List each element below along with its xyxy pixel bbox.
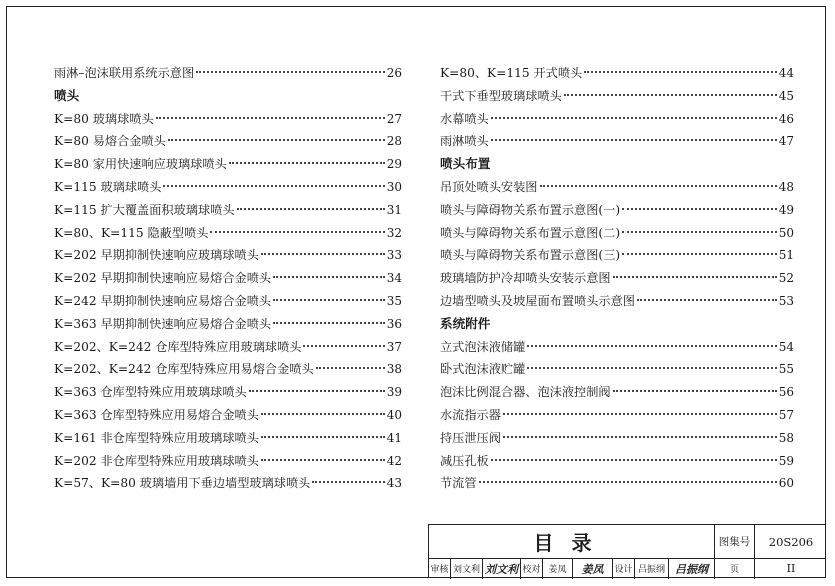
toc-entry-title: 立式泡沫液储罐: [440, 339, 526, 354]
toc-leader-dots: [622, 231, 777, 233]
toc-leader-dots: [229, 162, 385, 164]
toc-entry-title: K=115 玻璃球喷头: [54, 179, 162, 194]
toc-entry-page: 47: [778, 134, 794, 149]
toc-entry-title: K=242 早期抑制快速响应易熔合金喷头: [54, 293, 272, 308]
toc-leader-dots: [584, 71, 777, 73]
toc-leader-dots: [564, 94, 777, 96]
design-signature: 吕振纲: [669, 558, 715, 579]
toc-leader-dots: [273, 276, 385, 278]
design-name: 吕振纲: [635, 558, 669, 579]
toc-entry-page: 37: [386, 339, 402, 354]
page-label: 页: [715, 558, 755, 579]
toc-entry-title: 持压泄压阀: [440, 430, 501, 445]
toc-entry-page: 32: [386, 225, 402, 240]
toc-leader-dots: [540, 185, 777, 187]
toc-entry-page: 49: [778, 202, 794, 217]
design-label: 设计: [613, 558, 635, 579]
title-block: [428, 524, 826, 578]
title-block-top-row: [429, 525, 826, 559]
toc-section-heading: [54, 85, 402, 108]
toc-entry: [440, 404, 794, 427]
check-label: 校对: [521, 558, 543, 579]
toc-leader-dots: [261, 459, 385, 461]
toc-leader-dots: [196, 71, 385, 73]
toc-leader-dots: [622, 208, 777, 210]
toc-entry-page: 53: [778, 293, 794, 308]
toc-entry-title: 水流指示器: [440, 407, 501, 422]
toc-entry-page: 43: [386, 476, 402, 491]
toc-entry-title: 喷头与障碍物关系布置示意图(三): [440, 248, 621, 263]
review-signature: 刘文利: [483, 558, 521, 579]
toc-entry: [54, 358, 402, 381]
toc-entry-title: K=202、K=242 仓库型特殊应用易熔合金喷头: [54, 362, 314, 377]
toc-entry-page: 56: [778, 385, 794, 400]
toc-entry-page: 57: [778, 407, 794, 422]
toc-leader-dots: [312, 481, 384, 483]
atlas-number: 20S206: [768, 534, 814, 549]
toc-entry: [440, 472, 794, 495]
toc-entry: [54, 336, 402, 359]
toc-entry: [54, 176, 402, 199]
toc-leader-dots: [479, 481, 777, 483]
toc-entry: [54, 62, 402, 85]
toc-entry: [440, 130, 794, 153]
toc-heading-text: 系统附件: [440, 315, 491, 331]
toc-leader-dots: [613, 276, 777, 278]
toc-leader-dots: [503, 413, 777, 415]
toc-leader-dots: [163, 185, 384, 187]
toc-entry-title: K=80 家用快速响应玻璃球喷头: [54, 157, 227, 172]
toc-entry-page: 34: [386, 271, 402, 286]
toc-entry-title: 喷头与障碍物关系布置示意图(一): [440, 202, 621, 217]
toc-entry-title: 玻璃墙防护冷却喷头安装示意图: [440, 271, 611, 286]
toc-entry-page: 48: [778, 179, 794, 194]
toc-entry-page: 28: [386, 134, 402, 149]
toc-entry: [54, 130, 402, 153]
toc-leader-dots: [261, 253, 385, 255]
toc-entry: [440, 267, 794, 290]
toc-heading-text: 喷头布置: [440, 156, 491, 172]
toc-entry: [440, 336, 794, 359]
toc-leader-dots: [491, 117, 777, 119]
toc-entry-title: K=202 非仓库型特殊应用玻璃球喷头: [54, 453, 259, 468]
toc-entry-title: K=80、K=115 开式喷头: [440, 66, 583, 80]
toc-entry-page: 27: [386, 111, 402, 126]
toc-entry: [440, 290, 794, 313]
toc-entry-page: 40: [386, 407, 402, 422]
toc-leader-dots: [613, 390, 777, 392]
toc-section-heading: [440, 153, 794, 176]
toc-entry-title: 水幕喷头: [440, 111, 489, 126]
toc-leader-dots: [237, 208, 385, 210]
toc-entry: [54, 153, 402, 176]
toc-entry-title: K=202、K=242 仓库型特殊应用玻璃球喷头: [54, 339, 302, 354]
toc-entry-title: K=80 易熔合金喷头: [54, 134, 166, 149]
toc-entry-page: 31: [386, 202, 402, 217]
toc-entry: [54, 244, 402, 267]
toc-leader-dots: [637, 299, 777, 301]
toc-entry-title: 卧式泡沫液贮罐: [440, 362, 526, 377]
toc-entry-page: 55: [778, 362, 794, 377]
toc-entry: [54, 267, 402, 290]
toc-entry-title: K=363 早期抑制快速响应易熔合金喷头: [54, 316, 272, 331]
toc-entry-page: 26: [386, 66, 402, 80]
toc-entry-page: 38: [386, 362, 402, 377]
toc-entry-page: 50: [778, 225, 794, 240]
toc-entry: [54, 381, 402, 404]
toc-leader-dots: [261, 413, 385, 415]
toc-entry-page: 52: [778, 271, 794, 286]
toc-entry: [440, 244, 794, 267]
toc-entry-page: 45: [778, 88, 794, 103]
toc-leader-dots: [622, 253, 777, 255]
toc-entry-title: K=161 非仓库型特殊应用玻璃球喷头: [54, 430, 259, 445]
toc-leader-dots: [273, 299, 385, 301]
toc-entry-title: K=115 扩大覆盖面积玻璃球喷头: [54, 202, 235, 217]
toc-leader-dots: [273, 322, 385, 324]
toc-entry-page: 58: [778, 430, 794, 445]
toc-entry-title: K=202 早期抑制快速响应玻璃球喷头: [54, 248, 259, 263]
toc-entry: [440, 222, 794, 245]
toc-entry-page: 51: [778, 248, 794, 263]
toc-entry-page: 29: [386, 157, 402, 172]
toc-entry: [54, 290, 402, 313]
toc-entry: [54, 427, 402, 450]
toc-entry-page: 33: [386, 248, 402, 263]
toc-heading-text: 喷头: [54, 87, 80, 103]
toc-entry-title: 吊顶处喷头安装图: [440, 179, 538, 194]
toc-entry-page: 39: [386, 385, 402, 400]
toc-entry: [54, 450, 402, 473]
toc-entry-page: 60: [778, 476, 794, 491]
toc-right-column: [440, 62, 794, 495]
toc-leader-dots: [503, 436, 777, 438]
toc-entry-title: 边墙型喷头及坡屋面布置喷头示意图: [440, 293, 635, 308]
toc-entry-title: 雨淋–泡沫联用系统示意图: [54, 66, 195, 80]
check-signature: 姜凤: [573, 558, 613, 579]
toc-leader-dots: [491, 459, 777, 461]
toc-entry-title: 雨淋喷头: [440, 134, 489, 149]
toc-entry: [440, 85, 794, 108]
toc-entry-title: 干式下垂型玻璃球喷头: [440, 88, 562, 103]
page-number: II: [786, 562, 796, 575]
toc-entry-title: K=202 早期抑制快速响应易熔合金喷头: [54, 271, 272, 286]
toc-entry-page: 35: [386, 293, 402, 308]
toc-leader-dots: [491, 139, 777, 141]
toc-entry: [440, 358, 794, 381]
toc-entry-page: 46: [778, 111, 794, 126]
toc-entry: [440, 427, 794, 450]
toc-left-column: [54, 62, 402, 495]
toc-entry-page: 41: [386, 430, 402, 445]
toc-entry-page: 59: [778, 453, 794, 468]
toc-entry: [54, 472, 402, 495]
toc-entry-title: 节流管: [440, 476, 477, 491]
toc-leader-dots: [261, 436, 385, 438]
toc-entry-title: K=363 仓库型特殊应用易熔合金喷头: [54, 407, 259, 422]
toc-leader-dots: [249, 390, 385, 392]
toc-leader-dots: [210, 231, 384, 233]
toc-entry-title: 减压孔板: [440, 453, 489, 468]
toc-leader-dots: [527, 367, 776, 369]
toc-entry-title: K=57、K=80 玻璃墙用下垂边墙型玻璃球喷头: [54, 476, 311, 491]
toc-leader-dots: [156, 117, 385, 119]
toc-leader-dots: [168, 139, 385, 141]
toc-leader-dots: [527, 345, 776, 347]
toc-entry: [54, 313, 402, 336]
toc-entry: [440, 450, 794, 473]
toc-entry: [440, 108, 794, 131]
toc-entry: [440, 199, 794, 222]
check-name: 姜凤: [543, 558, 573, 579]
toc-leader-dots: [316, 367, 385, 369]
atlas-number-label: 图集号: [715, 525, 755, 558]
review-label: 审核: [429, 558, 451, 579]
toc-entry: [54, 222, 402, 245]
toc-entry: [54, 199, 402, 222]
title-block-signature-row: [429, 558, 826, 579]
toc-entry-page: 54: [778, 339, 794, 354]
toc-entry: [54, 108, 402, 131]
toc-entry-title: 泡沫比例混合器、泡沫液控制阀: [440, 385, 611, 400]
toc-entry-page: 44: [778, 66, 794, 80]
toc-entry-title: 喷头与障碍物关系布置示意图(二): [440, 225, 621, 240]
toc-entry: [440, 381, 794, 404]
review-name: 刘文利: [451, 558, 483, 579]
toc-entry-title: K=80、K=115 隐蔽型喷头: [54, 225, 209, 240]
toc-entry-page: 42: [386, 453, 402, 468]
toc-entry-page: 30: [386, 179, 402, 194]
toc-entry-title: K=363 仓库型特殊应用玻璃球喷头: [54, 385, 247, 400]
toc-entry-title: K=80 玻璃球喷头: [54, 111, 154, 126]
toc-entry-page: 36: [386, 316, 402, 331]
toc-section-heading: [440, 313, 794, 336]
toc-entry: [440, 176, 794, 199]
toc-leader-dots: [303, 345, 384, 347]
title-block-title: 目录: [429, 525, 715, 558]
toc-entry: [440, 62, 794, 85]
toc-entry: [54, 404, 402, 427]
